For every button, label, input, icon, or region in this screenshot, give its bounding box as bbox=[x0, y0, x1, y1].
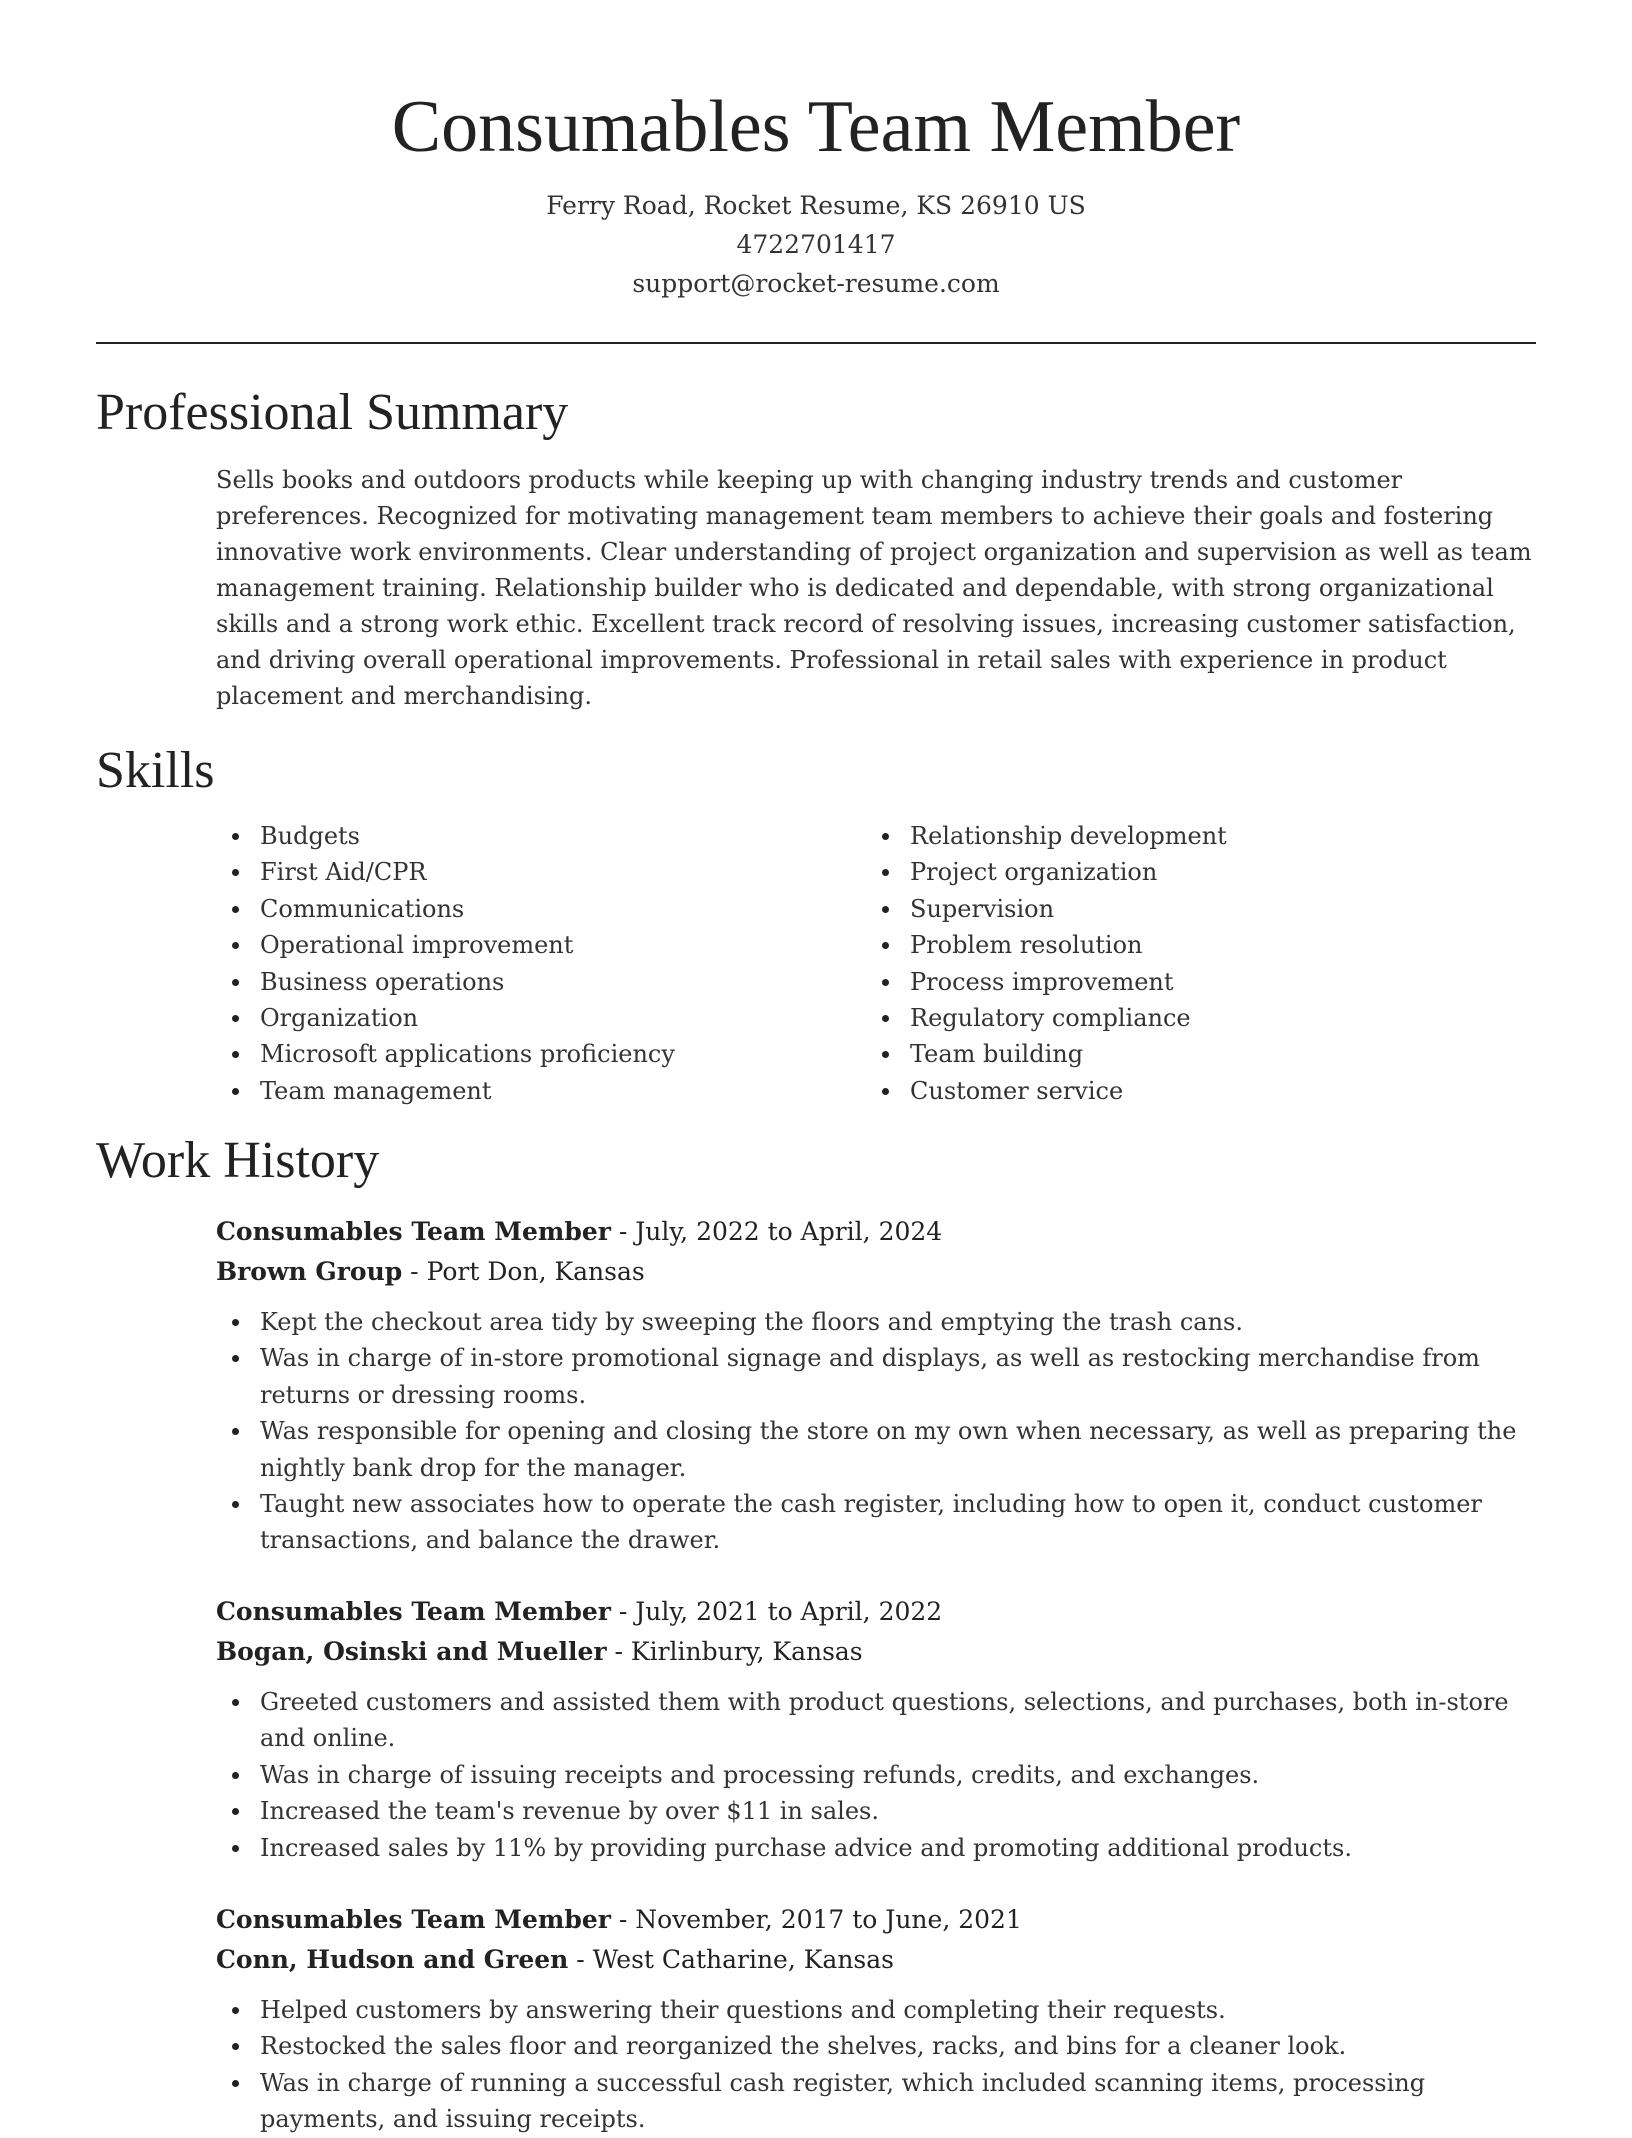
skill-item: Problem resolution bbox=[866, 927, 1516, 963]
job-role: Consumables Team Member bbox=[216, 1905, 611, 1934]
job-company: Bogan, Osinski and Mueller bbox=[216, 1637, 607, 1666]
job-company-line bbox=[216, 1632, 1536, 1672]
summary-heading: Professional Summary bbox=[96, 384, 569, 441]
job-duties bbox=[216, 1992, 1536, 2138]
skill-item: Business operations bbox=[216, 964, 866, 1000]
skill-item: Project organization bbox=[866, 854, 1516, 890]
skills-list bbox=[216, 818, 1536, 1109]
job-location: - Kirlinbury, Kansas bbox=[606, 1637, 863, 1666]
job-dates: - November, 2017 to June, 2021 bbox=[610, 1905, 1022, 1934]
job-company: Conn, Hudson and Green bbox=[216, 1945, 569, 1974]
job-location: - West Catharine, Kansas bbox=[568, 1945, 894, 1974]
address: Ferry Road, Rocket Resume, KS 26910 US bbox=[546, 191, 1086, 220]
job-entry bbox=[216, 1212, 1536, 1559]
skill-item: First Aid/CPR bbox=[216, 854, 866, 890]
duty-item: Kept the checkout area tidy by sweeping the floors and emptying the trash cans. bbox=[216, 1304, 1536, 1340]
email: support@rocket-resume.com bbox=[632, 269, 1000, 298]
duty-item: Was in charge of in-store promotional signage and displays, as well as restocking merchandise from returns or dressing rooms. bbox=[216, 1340, 1536, 1413]
duty-item: Greeted customers and assisted them with product questions, selections, and purchases, both in-store and online. bbox=[216, 1684, 1536, 1757]
job-dates: - July, 2021 to April, 2022 bbox=[610, 1597, 943, 1626]
job-company-line bbox=[216, 1252, 1536, 1292]
job-role: Consumables Team Member bbox=[216, 1597, 611, 1626]
skill-item: Microsoft applications proficiency bbox=[216, 1036, 866, 1072]
job-entry bbox=[216, 1592, 1536, 1866]
job-company: Brown Group bbox=[216, 1257, 403, 1286]
job-duties bbox=[216, 1304, 1536, 1559]
duty-item: Increased sales by 11% by providing purchase advice and promoting additional products. bbox=[216, 1830, 1536, 1866]
contact-block bbox=[0, 186, 1632, 303]
skill-item: Organization bbox=[216, 1000, 866, 1036]
skill-item: Process improvement bbox=[866, 964, 1516, 1000]
header-divider bbox=[96, 342, 1536, 344]
job-entry bbox=[216, 1900, 1536, 2138]
skill-item: Budgets bbox=[216, 818, 866, 854]
job-duties bbox=[216, 1684, 1536, 1866]
job-location: - Port Don, Kansas bbox=[402, 1257, 645, 1286]
job-title-line bbox=[216, 1592, 1536, 1632]
skill-item: Regulatory compliance bbox=[866, 1000, 1516, 1036]
summary-text: Sells books and outdoors products while keeping up with changing industry trends and customer preferences. Recognized for motivating management team members to achieve their goals and fostering innovative work environments. Clear understanding of project organization and supervision as well as team management training. Relationship builder who is dedicated and dependable, with strong organizational skills and a strong work ethic. Excellent track record of resolving issues, increasing customer satisfaction, and driving overall operational improvements. Professional in retail sales with experience in product placement and merchandising. bbox=[216, 466, 1532, 710]
skills-column-right bbox=[866, 818, 1516, 1109]
skill-item: Customer service bbox=[866, 1073, 1516, 1109]
skill-item: Team management bbox=[216, 1073, 866, 1109]
duty-item: Increased the team's revenue by over $11 in sales. bbox=[216, 1793, 1536, 1829]
duty-item: Was responsible for opening and closing the store on my own when necessary, as well as preparing the nightly bank drop for the manager. bbox=[216, 1413, 1536, 1486]
duty-item: Restocked the sales floor and reorganized the shelves, racks, and bins for a cleaner look. bbox=[216, 2028, 1536, 2064]
skill-item: Communications bbox=[216, 891, 866, 927]
skills-heading: Skills bbox=[96, 742, 215, 799]
resume-header bbox=[0, 0, 1632, 303]
job-title-line bbox=[216, 1212, 1536, 1252]
skill-item: Team building bbox=[866, 1036, 1516, 1072]
job-dates: - July, 2022 to April, 2024 bbox=[610, 1217, 943, 1246]
work-history-heading: Work History bbox=[96, 1132, 380, 1189]
job-role: Consumables Team Member bbox=[216, 1217, 611, 1246]
duty-item: Was in charge of issuing receipts and processing refunds, credits, and exchanges. bbox=[216, 1757, 1536, 1793]
job-company-line bbox=[216, 1940, 1536, 1980]
candidate-name: Consumables Team Member bbox=[391, 86, 1241, 168]
duty-item: Helped customers by answering their questions and completing their requests. bbox=[216, 1992, 1536, 2028]
skill-item: Relationship development bbox=[866, 818, 1516, 854]
skill-item: Operational improvement bbox=[216, 927, 866, 963]
duty-item: Taught new associates how to operate the cash register, including how to open it, conduct customer transactions, and balance the drawer. bbox=[216, 1486, 1536, 1559]
skills-column-left bbox=[216, 818, 866, 1109]
skill-item: Supervision bbox=[866, 891, 1516, 927]
job-title-line bbox=[216, 1900, 1536, 1940]
phone: 4722701417 bbox=[736, 230, 896, 259]
duty-item: Was in charge of running a successful cash register, which included scanning items, processing payments, and issuing receipts. bbox=[216, 2065, 1536, 2138]
